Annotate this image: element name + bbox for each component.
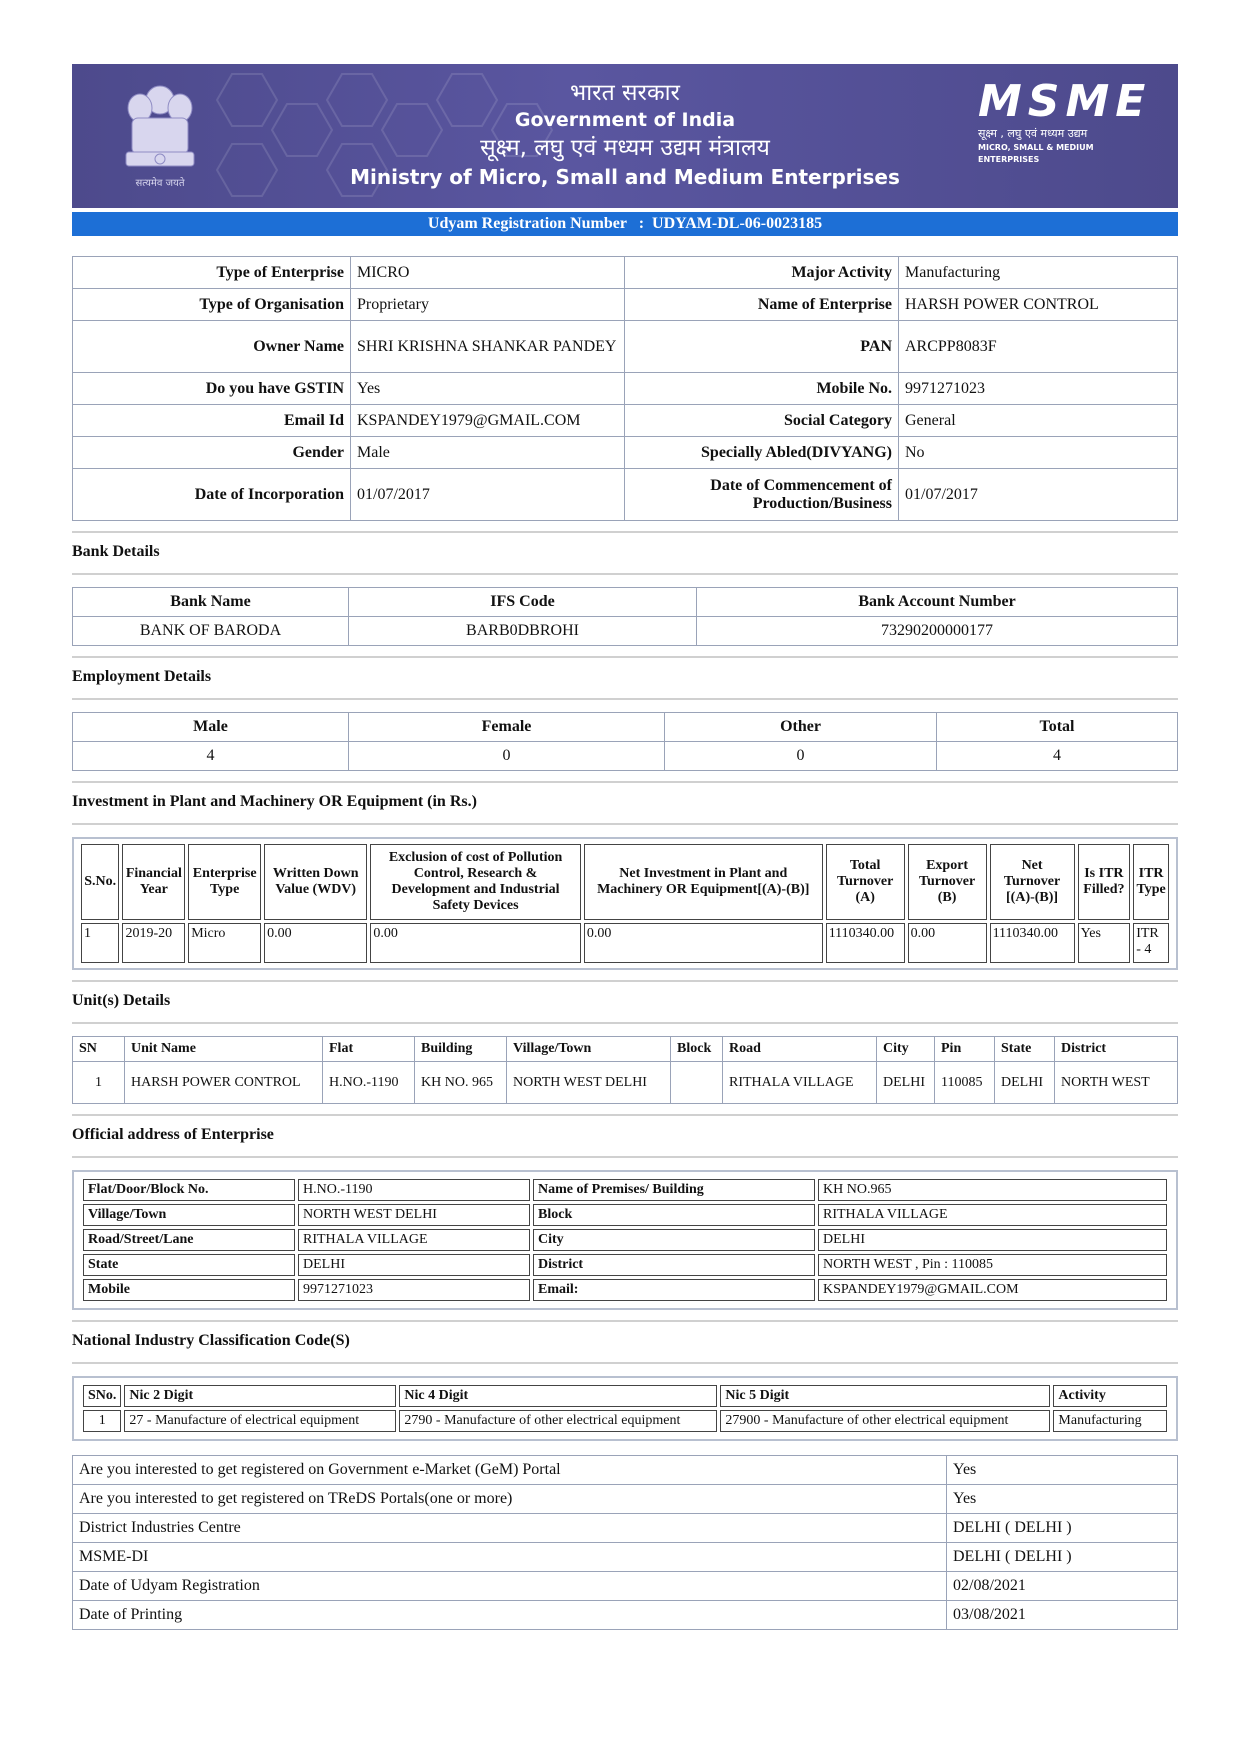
bank-name: BANK OF BARODA	[73, 617, 349, 646]
nic-cell: 1	[83, 1410, 121, 1432]
address-key: State	[83, 1254, 295, 1276]
activity-value: Manufacturing	[899, 257, 1178, 289]
other-key: Are you interested to get registered on Government e-Market (GeM) Portal	[73, 1456, 947, 1485]
nic-cell: 2790 - Manufacture of other electrical equipment	[399, 1410, 717, 1432]
male-count: 4	[73, 742, 349, 771]
address-key: Mobile	[83, 1279, 295, 1301]
title-hindi-1: भारत सरकार	[570, 80, 680, 106]
nic-box	[72, 1376, 1178, 1441]
msme-logo-mark: MSME	[978, 76, 1152, 127]
divider	[72, 1148, 1178, 1158]
unit-header: Village/Town	[507, 1037, 671, 1062]
divider	[72, 1014, 1178, 1024]
unit-cell: HARSH POWER CONTROL	[125, 1062, 323, 1104]
address-value: KH NO.965	[818, 1179, 1167, 1201]
nic-header: Nic 2 Digit	[124, 1385, 396, 1407]
nic-header: Activity	[1053, 1385, 1167, 1407]
address-value: NORTH WEST , Pin : 110085	[818, 1254, 1167, 1276]
owner-value: SHRI KRISHNA SHANKAR PANDEY	[351, 321, 625, 373]
unit-header: Pin	[935, 1037, 995, 1062]
investment-cell: 1	[81, 923, 119, 963]
other-key: District Industries Centre	[73, 1514, 947, 1543]
unit-cell: RITHALA VILLAGE	[723, 1062, 877, 1104]
investment-cell: Micro	[188, 923, 261, 963]
certificate	[72, 64, 1178, 1630]
investment-section-title: Investment in Plant and Machinery OR Equipment (in Rs.)	[72, 781, 1178, 815]
investment-header: Financial Year	[122, 844, 185, 920]
social-label: Social Category	[625, 405, 899, 437]
emblem-motto: सत्यमेव जयते	[135, 178, 185, 189]
unit-cell: DELHI	[995, 1062, 1055, 1104]
other-value: Yes	[947, 1456, 1178, 1485]
title-hindi-2: सूक्ष्म, लघु एवं मध्यम उद्यम मंत्रालय	[480, 135, 770, 161]
mobile-label: Mobile No.	[625, 373, 899, 405]
bank-section-title: Bank Details	[72, 531, 1178, 565]
unit-cell: NORTH WEST	[1055, 1062, 1178, 1104]
incorp-label: Date of Incorporation	[73, 469, 351, 521]
org-label: Type of Organisation	[73, 289, 351, 321]
investment-box	[72, 837, 1178, 970]
investment-header: Enterprise Type	[188, 844, 261, 920]
unit-cell: 110085	[935, 1062, 995, 1104]
org-value: Proprietary	[351, 289, 625, 321]
address-value: KSPANDEY1979@GMAIL.COM	[818, 1279, 1167, 1301]
investment-header: Written Down Value (WDV)	[264, 844, 367, 920]
other-value: 03/08/2021	[947, 1601, 1178, 1630]
employment-header: Female	[349, 713, 665, 742]
other-key: Are you interested to get registered on TReDS Portals(one or more)	[73, 1485, 947, 1514]
nic-table	[80, 1382, 1170, 1435]
bank-header: Bank Name	[73, 588, 349, 617]
investment-cell: 1110340.00	[826, 923, 905, 963]
address-key: City	[533, 1229, 815, 1251]
pan-value: ARCPP8083F	[899, 321, 1178, 373]
commence-value: 01/07/2017	[899, 469, 1178, 521]
investment-header: Total Turnover (A)	[826, 844, 905, 920]
unit-header: City	[877, 1037, 935, 1062]
investment-cell: 0.00	[908, 923, 987, 963]
address-key: Name of Premises/ Building	[533, 1179, 815, 1201]
other-value: 02/08/2021	[947, 1572, 1178, 1601]
employment-section-title: Employment Details	[72, 656, 1178, 690]
address-box	[72, 1170, 1178, 1310]
unit-cell	[671, 1062, 723, 1104]
msme-logo-hindi: सूक्ष्म , लघु एवं मध्यम उद्यम	[978, 127, 1088, 140]
divider	[72, 690, 1178, 700]
email-value: KSPANDEY1979@GMAIL.COM	[351, 405, 625, 437]
commence-label: Date of Commencement of Production/Business	[625, 469, 899, 521]
investment-header: Net Turnover [(A)-(B)]	[990, 844, 1075, 920]
divyang-label: Specially Abled(DIVYANG)	[625, 437, 899, 469]
address-value: DELHI	[298, 1254, 530, 1276]
investment-header: Is ITR Filled?	[1078, 844, 1131, 920]
investment-cell: 1110340.00	[990, 923, 1075, 963]
title-english-2: Ministry of Micro, Small and Medium Enterprises	[350, 165, 900, 189]
activity-label: Major Activity	[625, 257, 899, 289]
female-count: 0	[349, 742, 665, 771]
address-section-title: Official address of Enterprise	[72, 1114, 1178, 1148]
header-banner	[72, 64, 1178, 208]
email-label: Email Id	[73, 405, 351, 437]
address-value: DELHI	[818, 1229, 1167, 1251]
gstin-value: Yes	[351, 373, 625, 405]
enterprise-table	[72, 256, 1178, 521]
udyam-label: Udyam Registration Number	[427, 215, 627, 232]
investment-cell: 2019-20	[122, 923, 185, 963]
nic-header: Nic 4 Digit	[399, 1385, 717, 1407]
type-value: MICRO	[351, 257, 625, 289]
unit-cell: H.NO.-1190	[323, 1062, 415, 1104]
name-value: HARSH POWER CONTROL	[899, 289, 1178, 321]
investment-header: S.No.	[81, 844, 119, 920]
unit-cell: 1	[73, 1062, 125, 1104]
name-label: Name of Enterprise	[625, 289, 899, 321]
incorp-value: 01/07/2017	[351, 469, 625, 521]
total-count: 4	[937, 742, 1178, 771]
nic-header: Nic 5 Digit	[720, 1385, 1050, 1407]
nic-cell: 27900 - Manufacture of other electrical equipment	[720, 1410, 1050, 1432]
employment-header: Male	[73, 713, 349, 742]
unit-header: SN	[73, 1037, 125, 1062]
social-value: General	[899, 405, 1178, 437]
udyam-number-bar	[72, 212, 1178, 236]
unit-header: Unit Name	[125, 1037, 323, 1062]
investment-cell: 0.00	[370, 923, 581, 963]
nic-cell: 27 - Manufacture of electrical equipment	[124, 1410, 396, 1432]
address-value: NORTH WEST DELHI	[298, 1204, 530, 1226]
pan-label: PAN	[625, 321, 899, 373]
msme-logo	[978, 76, 1152, 166]
investment-header: ITR Type	[1133, 844, 1169, 920]
employment-table	[72, 712, 1178, 771]
unit-cell: KH NO. 965	[415, 1062, 507, 1104]
other-count: 0	[665, 742, 937, 771]
nic-header: SNo.	[83, 1385, 121, 1407]
account-number: 73290200000177	[697, 617, 1178, 646]
gender-value: Male	[351, 437, 625, 469]
bank-table	[72, 587, 1178, 646]
title-english-1: Government of India	[514, 109, 736, 131]
address-key: Village/Town	[83, 1204, 295, 1226]
investment-table	[78, 841, 1172, 966]
divider	[72, 565, 1178, 575]
gstin-label: Do you have GSTIN	[73, 373, 351, 405]
divider	[72, 815, 1178, 825]
other-value: DELHI ( DELHI )	[947, 1543, 1178, 1572]
unit-header: Flat	[323, 1037, 415, 1062]
address-value: RITHALA VILLAGE	[298, 1229, 530, 1251]
address-key: Road/Street/Lane	[83, 1229, 295, 1251]
units-table	[72, 1036, 1178, 1104]
investment-cell: 0.00	[264, 923, 367, 963]
address-value: H.NO.-1190	[298, 1179, 530, 1201]
unit-header: Road	[723, 1037, 877, 1062]
units-section-title: Unit(s) Details	[72, 980, 1178, 1014]
investment-cell: Yes	[1078, 923, 1131, 963]
other-value: DELHI ( DELHI )	[947, 1514, 1178, 1543]
nic-section-title: National Industry Classification Code(S)	[72, 1320, 1178, 1354]
udyam-value: UDYAM-DL-06-0023185	[652, 215, 823, 232]
bank-header: Bank Account Number	[697, 588, 1178, 617]
type-label: Type of Enterprise	[73, 257, 351, 289]
other-value: Yes	[947, 1485, 1178, 1514]
address-key: Block	[533, 1204, 815, 1226]
investment-cell: 0.00	[584, 923, 823, 963]
gender-label: Gender	[73, 437, 351, 469]
other-info-table	[72, 1455, 1178, 1630]
address-table	[80, 1176, 1170, 1304]
unit-header: Building	[415, 1037, 507, 1062]
owner-label: Owner Name	[73, 321, 351, 373]
employment-header: Other	[665, 713, 937, 742]
address-key: Email:	[533, 1279, 815, 1301]
udyam-sep: :	[638, 215, 645, 232]
investment-cell: ITR - 4	[1133, 923, 1169, 963]
investment-header: Export Turnover (B)	[908, 844, 987, 920]
address-value: 9971271023	[298, 1279, 530, 1301]
msme-logo-english: MICRO, SMALL & MEDIUM ENTERPRISES	[978, 143, 1094, 164]
bank-header: IFS Code	[349, 588, 697, 617]
unit-header: State	[995, 1037, 1055, 1062]
unit-header: District	[1055, 1037, 1178, 1062]
address-key: Flat/Door/Block No.	[83, 1179, 295, 1201]
other-key: Date of Udyam Registration	[73, 1572, 947, 1601]
investment-header: Net Investment in Plant and Machinery OR Equipment[(A)-(B)]	[584, 844, 823, 920]
unit-cell: NORTH WEST DELHI	[507, 1062, 671, 1104]
employment-header: Total	[937, 713, 1178, 742]
investment-header: Exclusion of cost of Pollution Control, Research & Development and Industrial Safety Devices	[370, 844, 581, 920]
divider	[72, 1354, 1178, 1364]
ifs-code: BARB0DBROHI	[349, 617, 697, 646]
mobile-value: 9971271023	[899, 373, 1178, 405]
unit-cell: DELHI	[877, 1062, 935, 1104]
other-key: MSME-DI	[73, 1543, 947, 1572]
other-key: Date of Printing	[73, 1601, 947, 1630]
address-value: RITHALA VILLAGE	[818, 1204, 1167, 1226]
divyang-value: No	[899, 437, 1178, 469]
address-key: District	[533, 1254, 815, 1276]
unit-header: Block	[671, 1037, 723, 1062]
nic-cell: Manufacturing	[1053, 1410, 1167, 1432]
